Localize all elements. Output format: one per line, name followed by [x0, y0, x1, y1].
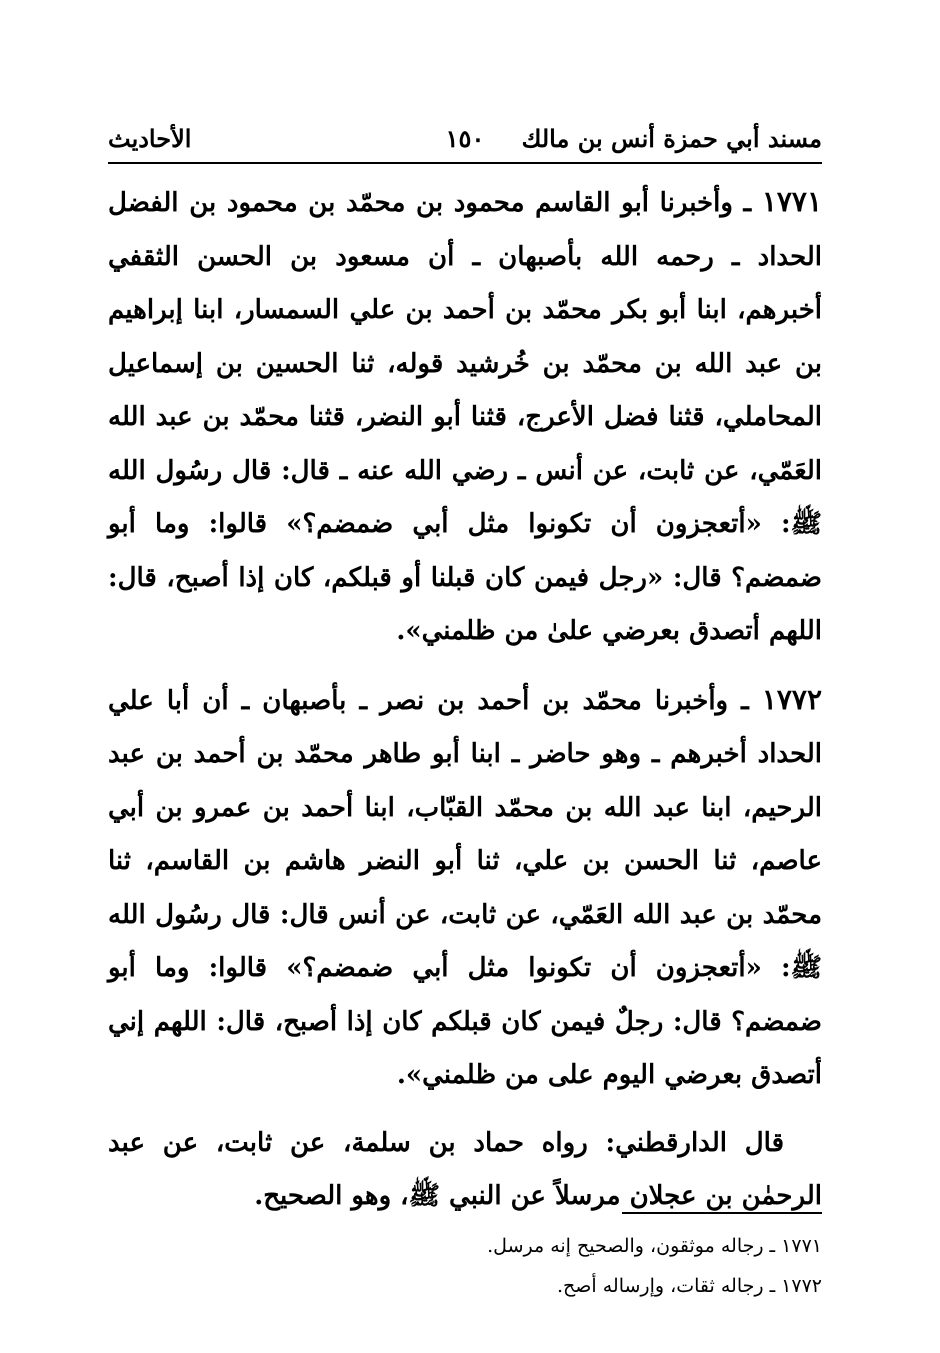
hadith-1772 [108, 673, 822, 1103]
footnote-rule [622, 1212, 822, 1214]
footnote-1771: ١٧٧١ ـ رجاله موثقون، والصحيح إنه مرسل. [487, 1235, 822, 1257]
daraqutni-note: قال الدارقطني: رواه حماد بن سلمة، عن ثابت، عن عبد الرحمٰن بن عجلان مرسلاً عن النبي ﷺ، وهو الصحيح. [108, 1127, 822, 1211]
hadith-number: ١٧٧١ [761, 185, 822, 218]
section-title: الأحاديث [108, 124, 192, 153]
book-title: مسند أبي حمزة أنس بن مالك [521, 124, 822, 153]
hadith-text: ـ وأخبرنا محمّد بن أحمد بن نصر ـ بأصبهان ـ أن أبا علي الحداد أخبرهم ـ وهو حاضر ـ ابنا أبو طاهر محمّد بن أحمد بن عبد الرحيم، ابنا عبد الله بن محمّد القبّاب، ابنا أحمد بن عمرو بن أبي عاصم، ثنا الحسن بن علي، ثنا أبو النضر هاشم بن القاسم، ثنا محمّد بن عبد الله العَمّي، عن ثابت، عن أنس قال: قال رسُول الله ﷺ: «أتعجزون أن تكونوا مثل أبي ضمضم؟» قالوا: وما أبو ضمضم؟ قال: رجلٌ فيمن كان قبلكم كان إذا أصبح، قال: اللهم إني أتصدق بعرضي اليوم على من ظلمني». [108, 685, 822, 1090]
running-header [108, 118, 822, 162]
hadith-number: ١٧٧٢ [761, 682, 822, 716]
hadith-1771 [108, 175, 822, 659]
footnotes [108, 1226, 822, 1306]
hadith-text: ـ وأخبرنا أبو القاسم محمود بن محمّد بن محمود بن الفضل الحداد ـ رحمه الله بأصبهان ـ أن مسعود بن الحسن الثقفي أخبرهم، ابنا أبو بكر محمّد بن أحمد بن علي السمسار، ابنا إبراهيم بن عبد الله بن محمّد بن خُرشيد قوله، ثنا الحسين بن إسماعيل المحاملي، قثنا فضل الأعرج، قثنا أبو النضر، قثنا محمّد بن عبد الله العَمّي، عن ثابت، عن أنس ـ رضي الله عنه ـ قال: قال رسُول الله ﷺ: «أتعجزون أن تكونوا مثل أبي ضمضم؟» قالوا: وما أبو ضمضم؟ قال: «رجل فيمن كان قبلنا أو قبلكم، كان إذا أصبح، قال: اللهم أتصدق بعرضي علىٰ من ظلمني». [108, 188, 822, 646]
main-text [108, 175, 822, 1238]
footnote-1772: ١٧٧٢ ـ رجاله ثقات، وإرساله أصح. [556, 1275, 822, 1297]
header-rule [108, 162, 822, 164]
page-number: ١٥٠ [445, 124, 485, 153]
